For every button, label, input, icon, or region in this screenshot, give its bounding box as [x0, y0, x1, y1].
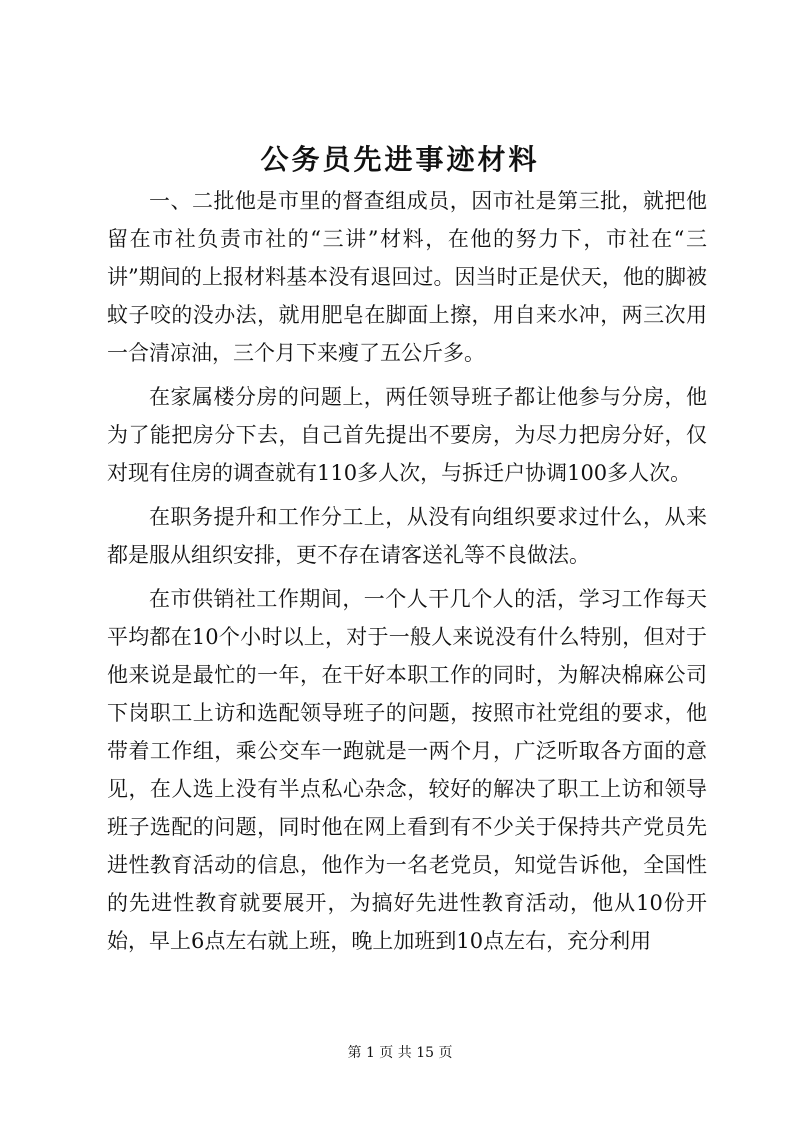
paragraph-3: 在职务提升和工作分工上，从没有向组织要求过什么，从来都是服从组织安排，更不存在请客送礼等不良做法。 — [107, 505, 707, 567]
document-title: 公务员先进事迹材料 — [260, 143, 540, 176]
paragraph-2: 在家属楼分房的问题上，两任领导班子都让他参与分房，他为了能把房分下去，自己首先提出不要房，为尽力把房分好，仅对现有住房的调查就有110多人次，与拆迁户协调100多人次。 — [107, 385, 707, 485]
page-footer: 第 1 页 共 15 页 — [347, 1045, 453, 1061]
paragraph-4: 在市供销社工作期间，一个人干几个人的活，学习工作每天平均都在10个小时以上，对于一般人来说没有什么特别，但对于他来说是最忙的一年，在干好本职工作的同时，为解决棉麻公司下岗职工上访和选配领导班子的问题，按照市社党组的要求，他带着工作组，乘公交车一跑就是一两个月，广泛听取各方面的意见，在人选上没有半点私心杂念，较好的解决了职工上访和领导班子选配的问题，同时他在网上看到有不少关于保持共产党员先进性教育活动的信息，他作为一名老党员，知觉告诉他，全国性的先进性教育就要展开，为搞好先进性教育活动，他从10份开始，早上6点左右就上班，晚上加班到10点左右，充分利用 — [107, 587, 707, 953]
paragraph-1: 一、二批他是市里的督查组成员，因市社是第三批，就把他留在市社负责市社的“三讲”材料，在他的努力下，市社在“三讲”期间的上报材料基本没有退回过。因当时正是伏天，他的脚被蚊子咬的没办法，就用肥皂在脚面上擦，用自来水冲，两三次用一合清凉油，三个月下来瘦了五公斤多。 — [107, 189, 707, 365]
document-body — [107, 182, 707, 960]
